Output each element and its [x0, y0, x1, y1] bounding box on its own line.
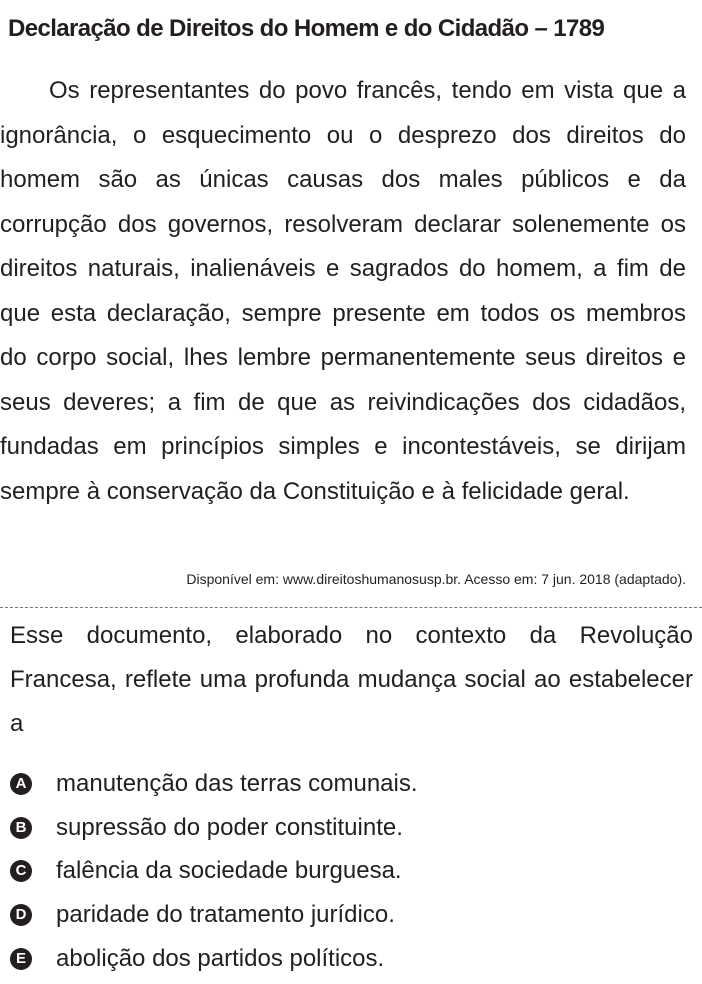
option-c-letter-badge: C — [10, 860, 32, 882]
option-d-letter-badge: D — [10, 904, 32, 926]
option-e[interactable] — [10, 937, 690, 981]
document-title: Declaração de Direitos do Homem e do Cidadão – 1789 — [8, 15, 605, 42]
option-c[interactable] — [10, 849, 690, 893]
option-d[interactable] — [10, 893, 690, 937]
option-e-letter-badge: E — [10, 948, 32, 970]
option-b-text: supressão do poder constituinte. — [56, 813, 403, 841]
option-a-letter-badge: A — [10, 773, 32, 795]
option-d-text: paridade do tratamento jurídico. — [56, 900, 395, 928]
option-c-text: falência da sociedade burguesa. — [56, 857, 402, 885]
source-citation: Disponível em: www.direitoshumanosusp.br. Acesso em: 7 jun. 2018 (adaptado). — [186, 571, 686, 587]
option-a-text: manutenção das terras comunais. — [56, 769, 418, 797]
answer-options — [10, 762, 690, 980]
option-e-text: abolição dos partidos políticos. — [56, 944, 385, 972]
option-b-letter-badge: B — [10, 817, 32, 839]
option-a[interactable] — [10, 762, 690, 806]
question-stem: Esse documento, elaborado no contexto da Revolução Francesa, reflete uma profunda mudança social ao estabelecer a — [10, 622, 693, 737]
declaration-text: Os representantes do povo francês, tendo em vista que a ignorância, o esquecimento ou o desprezo dos direitos do homem são as únicas causas dos males públicos e da corrupção dos governos, resolveram declarar solenemente os direitos naturais, inalienáveis e sagrados do homem, a fim de que esta declaração, sempre presente em todos os membros do corpo social, lhes lembre permanentemente seus direitos e seus deveres; a fim de que as reivindicações dos cidadãos, fundadas em princípios simples e incontestáveis, se dirijam sempre à conservação da Constituição e à felicidade geral. — [0, 77, 686, 505]
option-b[interactable] — [10, 806, 690, 850]
dashed-divider — [0, 607, 702, 608]
